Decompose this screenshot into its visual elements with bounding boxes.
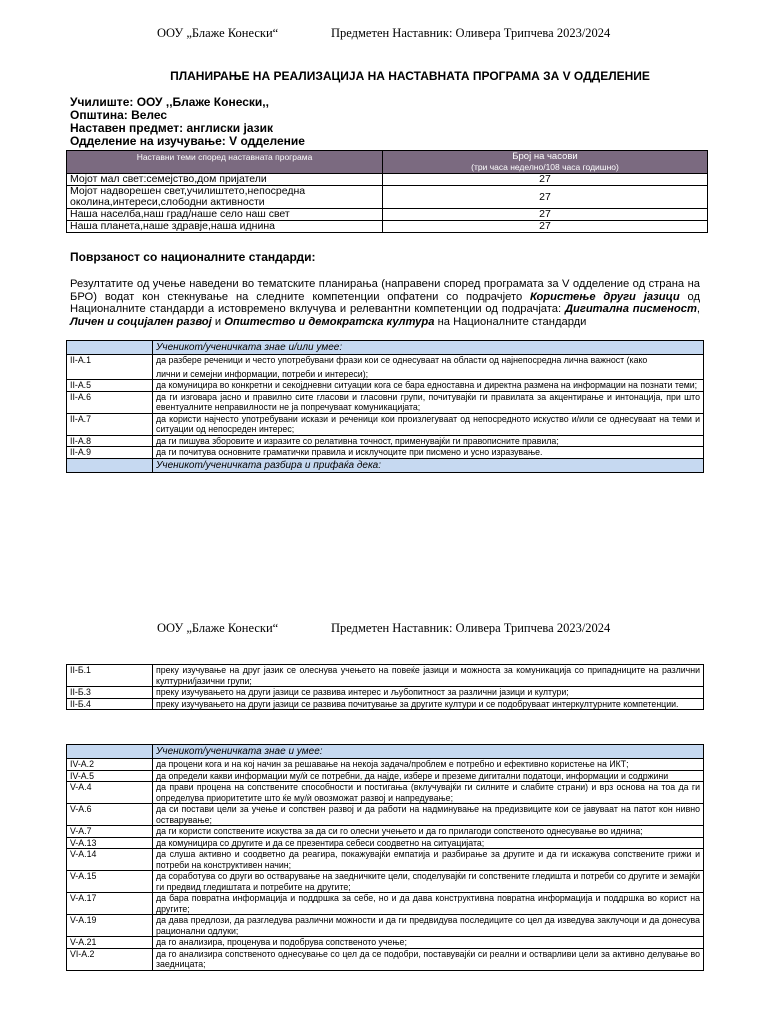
themes-header-hours: Број на часови (три часа неделно/108 часа годишно) <box>383 151 708 174</box>
table-row <box>67 435 704 447</box>
themes-row <box>67 186 708 209</box>
document-title: ПЛАНИРАЊЕ НА РЕАЛИЗАЦИЈА НА НАСТАВНАТА ПРОГРАМА ЗА V ОДДЕЛЕНИЕ <box>170 69 650 83</box>
standards-table-3 <box>66 744 704 971</box>
standard-code: II-Б.3 <box>67 687 153 699</box>
standard-code: II-A.5 <box>67 380 153 392</box>
standard-text: преку изучувањето на други јазици се развива интерес и љубопитност за различни јазици и култури; <box>153 687 704 699</box>
themes-row <box>67 221 708 233</box>
standard-code: V-A.15 <box>67 871 153 893</box>
header-teacher: Предметен Наставник: Оливера Трипчева 2023/2024 <box>331 26 611 40</box>
page-header-2 <box>0 620 768 636</box>
standards-heading-row <box>67 745 704 759</box>
theme-topic: Мојот надворешен свет,училиштето,непосредна околина,интереси,слободни активности <box>67 186 383 209</box>
table-row <box>67 826 704 838</box>
info-school: Училиште: ООУ ,,Блаже Конески,, <box>70 95 269 109</box>
themes-row <box>67 209 708 221</box>
table-row <box>67 759 704 771</box>
table-row <box>67 391 704 413</box>
standard-text: преку изучувањето на други јазици се развива почитување за другите култури и се подобруваат интеркултурните компетенции. <box>153 698 704 710</box>
standards-table-2 <box>66 664 704 710</box>
standard-code: V-A.13 <box>67 837 153 849</box>
theme-hours: 27 <box>383 209 708 221</box>
standard-text: да дава предлози, да разгледува различни можности и да ги предвидува последиците со цел да изведува заклучоци и да донесува рационални одлуки; <box>153 915 704 937</box>
themes-row <box>67 174 708 186</box>
standard-text: да определи какви информации му/ѝ се потребни, да најде, избере и преземе дигитални податоци, информации и содржини <box>153 770 704 782</box>
info-subject: Наставен предмет: англиски јазик <box>70 121 274 135</box>
theme-topic: Наша населба,наш град/наше село наш свет <box>67 209 383 221</box>
standard-text: да комуницира во конкретни и секојдневни ситуации кога се бара едноставна и директна размена на информации на познати теми; <box>153 380 704 392</box>
emphasis-society: Општество и демократска култура <box>224 315 435 328</box>
standards-heading-row <box>67 341 704 355</box>
standards-section-title: Поврзаност со националните стандарди: <box>70 250 316 264</box>
info-municipality: Општина: Велес <box>70 108 168 122</box>
standard-text: да процени кога и на кој начин за решавање на некоја задача/проблем е потребно и ефективно користење на ИКТ; <box>153 759 704 771</box>
table-row <box>67 698 704 710</box>
standard-code: VI-A.2 <box>67 948 153 970</box>
table-row <box>67 915 704 937</box>
standard-text: да комуницира со другите и да се презентира себеси соодветно на ситуацијата; <box>153 837 704 849</box>
standard-code: IV-A.2 <box>67 759 153 771</box>
standard-code: II-Б.4 <box>67 698 153 710</box>
themes-header-row <box>67 151 708 174</box>
standard-text: да бара повратна информација и поддршка за себе, но и да дава конструктивна повратна информација и поддршка во корист на другите; <box>153 893 704 915</box>
standard-code: IV-A.5 <box>67 770 153 782</box>
header-school: ООУ „Блаже Конески“ <box>157 26 279 40</box>
standard-text: да слуша активно и соодветно да реагира, покажувајќи емпатија и разбирање за другите и да ги искажува сопствените грижи и потреби на конструктивен начин; <box>153 849 704 871</box>
standard-text: да разбере реченици и често употребувани фрази кои се однесуваат на области од најнепосредна лична важност (како лични и семејни информации, потреби и интереси); <box>153 355 704 380</box>
standard-code: V-A.17 <box>67 893 153 915</box>
standard-text: да прави процена на сопствените способности и постигања (вклучувајќи ги силните и слабите страни) и врз основа на тоа да ги определува приоритетите што ќе му/ѝ овозможат развој и напредување; <box>153 782 704 804</box>
table-row <box>67 804 704 826</box>
table-row <box>67 849 704 871</box>
table-row <box>67 355 704 380</box>
school-info <box>70 96 305 148</box>
standard-text: да ги почитува основните граматички правила и исклучоците при писмено и усно изразување. <box>153 447 704 459</box>
standard-text: да ги изговара јасно и правилно сите гласови и гласовни групи, почитувајќи ги правилата за акцентирање и интонација, при што евентуалните неправилности не ја попречуваат комуникацијата; <box>153 391 704 413</box>
standards-footer-row <box>67 458 704 472</box>
themes-header-topic: Наставни теми според наставната програма <box>67 151 383 174</box>
themes-table <box>66 150 708 233</box>
header-teacher: Предметен Наставник: Оливера Трипчева 2023/2024 <box>331 621 611 635</box>
standard-code: II-Б.1 <box>67 665 153 687</box>
emphasis-personal: Личен и социјален развој <box>70 315 212 328</box>
standard-code: V-A.14 <box>67 849 153 871</box>
page-header <box>0 25 768 41</box>
standard-text: да ги користи сопствените искуства за да си го олесни учењето и да го прилагоди сопственото однесување во иднина; <box>153 826 704 838</box>
standard-text: да ги пишува зборовите и изразите со релативна точност, применувајќи ги правописните правила; <box>153 435 704 447</box>
standard-text: да го анализира, проценува и подобрува сопственото учење; <box>153 937 704 949</box>
standard-code: V-A.19 <box>67 915 153 937</box>
emphasis-languages: Користење други јазици <box>530 290 680 303</box>
standards-table-1 <box>66 340 704 473</box>
theme-hours: 27 <box>383 186 708 209</box>
theme-topic: Мојот мал свет:семејство,дом пријатели <box>67 174 383 186</box>
table-row <box>67 893 704 915</box>
table-row <box>67 665 704 687</box>
standard-code: II-A.8 <box>67 435 153 447</box>
theme-hours: 27 <box>383 174 708 186</box>
standards-heading: Ученикот/ученичката знае и умее: <box>153 745 704 759</box>
standard-code: V-A.4 <box>67 782 153 804</box>
standard-text: да го анализира сопственото однесување со цел да се подобри, поставувајќи си реални и остварливи цели за активно делување во заедницата; <box>153 948 704 970</box>
table-row <box>67 770 704 782</box>
header-school: ООУ „Блаже Конески“ <box>157 621 279 635</box>
emphasis-digital: Дигитална писменост <box>564 303 697 315</box>
standards-paragraph: Резултатите од учење наведени во тематските планирања (направени според програмата за V одделение од страна на БРО) водат кон стекнување на следните компетенции опфатени со подрачјето Користење други јазици од Националните стандарди а истовремено вклучува и релевантни компетенции од подрачјата: Дигитална писменост, Личен и социјален развој и Општество и демократска култура на Националните стандарди <box>70 278 701 328</box>
table-row <box>67 413 704 435</box>
standard-text: преку изучување на друг јазик се олеснува учењето на повеќе јазици и можноста за комуникација со припадниците на различни културни/јазични групи; <box>153 665 704 687</box>
standard-code: II-A.1 <box>67 355 153 380</box>
standard-code: II-A.6 <box>67 391 153 413</box>
table-row <box>67 948 704 970</box>
standard-code: V-A.7 <box>67 826 153 838</box>
theme-topic: Наша планета,наше здравје,наша иднина <box>67 221 383 233</box>
table-row <box>67 871 704 893</box>
table-row <box>67 937 704 949</box>
standard-text: да користи најчесто употребувани искази и реченици кои произлегуваат од непосредното искуство и/или се однесуваат на теми и ситуации од непосреден интерес; <box>153 413 704 435</box>
standards-footer: Ученикот/ученичката разбира и прифаќа дека: <box>153 458 704 472</box>
standard-code: V-A.21 <box>67 937 153 949</box>
info-grade: Одделение на изучување: V одделение <box>70 134 305 148</box>
theme-hours: 27 <box>383 221 708 233</box>
table-row <box>67 687 704 699</box>
standards-heading: Ученикот/ученичката знае и/или умее: <box>153 341 704 355</box>
table-row <box>67 447 704 459</box>
table-row <box>67 380 704 392</box>
standard-code: II-A.9 <box>67 447 153 459</box>
standard-code: II-A.7 <box>67 413 153 435</box>
standard-code: V-A.6 <box>67 804 153 826</box>
table-row <box>67 782 704 804</box>
standard-text: да си постави цели за учење и сопствен развој и да работи на надминување на предизвиците кои се јавуваат на патот кон нивно остварување; <box>153 804 704 826</box>
table-row <box>67 837 704 849</box>
standard-text: да соработува со други во остварување на заедничките цели, споделувајќи ги сопствените гледишта и потреби со другите и земајќи ги предвид гледиштата и потребите на другите; <box>153 871 704 893</box>
